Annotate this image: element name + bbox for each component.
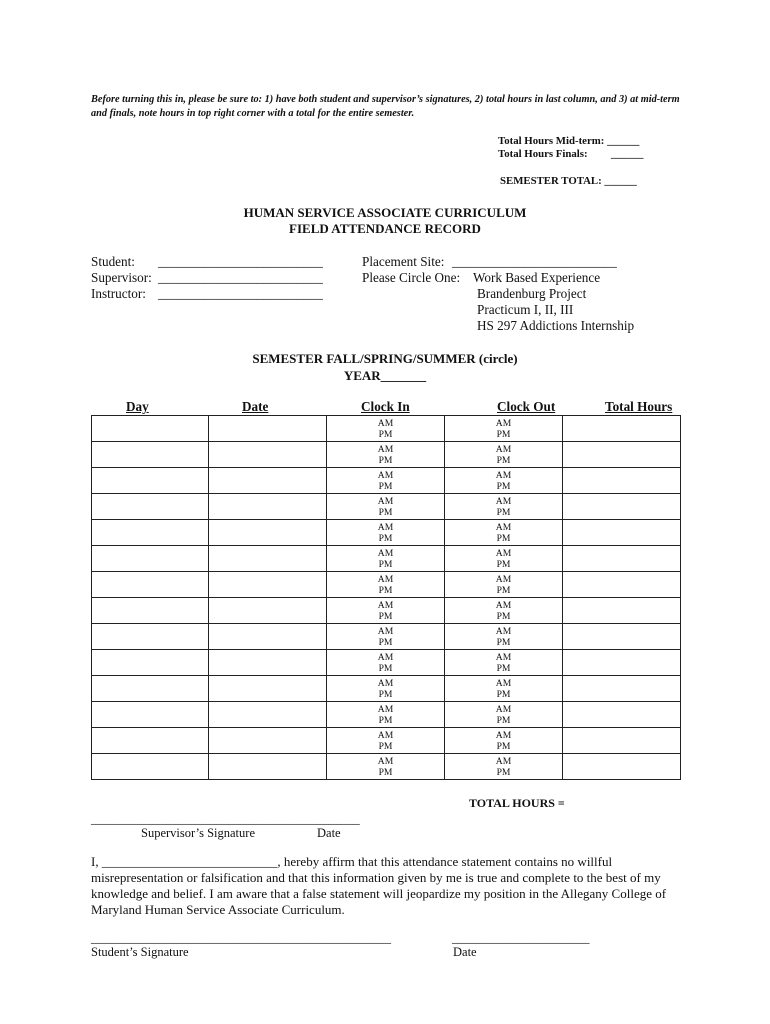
midterm-total: [498, 135, 639, 147]
day-cell[interactable]: [92, 598, 209, 624]
placement-field[interactable]: _________________________: [452, 254, 617, 269]
am-label[interactable]: AM: [377, 625, 394, 637]
clock-in-cell[interactable]: [327, 416, 445, 442]
clock-out-cell[interactable]: [445, 598, 563, 624]
pm-label[interactable]: PM: [496, 636, 511, 648]
clock-in-cell[interactable]: [327, 572, 445, 598]
clock-in-cell[interactable]: [327, 520, 445, 546]
am-label[interactable]: AM: [495, 443, 512, 455]
student-date-line[interactable]: ______________________: [452, 931, 590, 945]
supervisor-label: Supervisor:: [91, 270, 152, 285]
affirmation-statement: I, ___________________________, hereby affirm that this attendance statement contains no willful misrepresentation or falsification and that this information given by me is true and complete to the best of my knowledge and belief. I am aware that a false statement will jeopardize my position in the Allegany College of Maryland Human Service Associate Curriculum.: [91, 854, 667, 917]
total-hours-cell[interactable]: [563, 702, 681, 728]
pm-label[interactable]: PM: [496, 766, 511, 778]
pm-label[interactable]: PM: [378, 480, 393, 492]
student-label: Student:: [91, 254, 135, 269]
day-cell[interactable]: [92, 442, 209, 468]
finals-label: Total Hours Finals:: [498, 148, 588, 160]
total-hours-cell[interactable]: [563, 494, 681, 520]
clock-in-cell[interactable]: [327, 468, 445, 494]
am-label[interactable]: AM: [377, 729, 394, 741]
option-work-based[interactable]: Work Based Experience: [473, 270, 601, 285]
form-title: HUMAN SERVICE ASSOCIATE CURRICULUM: [243, 205, 527, 220]
attendance-table: [91, 415, 681, 780]
clock-in-cell[interactable]: [327, 598, 445, 624]
clock-in-cell[interactable]: [327, 546, 445, 572]
date-cell[interactable]: [209, 442, 327, 468]
pm-label[interactable]: PM: [496, 662, 511, 674]
am-label[interactable]: AM: [495, 651, 512, 663]
am-label[interactable]: AM: [377, 651, 394, 663]
semester-total-label: SEMESTER TOTAL:: [500, 175, 602, 187]
pm-label[interactable]: PM: [496, 584, 511, 596]
pm-label[interactable]: PM: [378, 532, 393, 544]
total-hours-cell[interactable]: [563, 754, 681, 780]
clock-out-cell[interactable]: [445, 728, 563, 754]
am-label[interactable]: AM: [377, 495, 394, 507]
total-hours-label: TOTAL HOURS =: [469, 796, 565, 810]
pm-label[interactable]: PM: [496, 454, 511, 466]
student-signature-line[interactable]: ________________________________________________: [91, 931, 391, 945]
date-cell[interactable]: [209, 650, 327, 676]
clock-out-cell[interactable]: [445, 754, 563, 780]
pm-label[interactable]: PM: [378, 428, 393, 440]
day-cell[interactable]: [92, 520, 209, 546]
semester-total: [500, 175, 637, 187]
clock-out-cell[interactable]: [445, 442, 563, 468]
date-cell[interactable]: [209, 624, 327, 650]
clock-in-cell[interactable]: [327, 650, 445, 676]
table-row: [92, 520, 681, 546]
am-label[interactable]: AM: [495, 755, 512, 767]
day-cell[interactable]: [92, 676, 209, 702]
semester-total-blank[interactable]: ______: [604, 175, 637, 187]
am-label[interactable]: AM: [377, 469, 394, 481]
instructor-label: Instructor:: [91, 286, 146, 301]
semester-line: SEMESTER FALL/SPRING/SUMMER (circle): [252, 351, 518, 366]
table-row: [92, 572, 681, 598]
am-label[interactable]: AM: [495, 703, 512, 715]
am-label[interactable]: AM: [377, 521, 394, 533]
table-row: [92, 546, 681, 572]
day-cell[interactable]: [92, 650, 209, 676]
midterm-label: Total Hours Mid-term:: [498, 135, 605, 147]
am-label[interactable]: AM: [495, 521, 512, 533]
date-cell[interactable]: [209, 520, 327, 546]
day-cell[interactable]: [92, 728, 209, 754]
date-cell[interactable]: [209, 754, 327, 780]
supervisor-date-line[interactable]: _______: [316, 812, 360, 826]
pm-label[interactable]: PM: [378, 636, 393, 648]
finals-blank[interactable]: ______: [611, 148, 644, 160]
total-hours-cell[interactable]: [563, 546, 681, 572]
am-label[interactable]: AM: [495, 677, 512, 689]
finals-total: [498, 148, 643, 160]
student-field[interactable]: _________________________: [158, 254, 323, 269]
am-label[interactable]: AM: [377, 547, 394, 559]
clock-out-cell[interactable]: [445, 416, 563, 442]
pm-label[interactable]: PM: [378, 688, 393, 700]
clock-in-cell[interactable]: [327, 676, 445, 702]
clock-out-cell[interactable]: [445, 572, 563, 598]
total-hours-cell[interactable]: [563, 520, 681, 546]
day-cell[interactable]: [92, 572, 209, 598]
date-cell[interactable]: [209, 468, 327, 494]
student-date-label: Date: [453, 945, 477, 959]
option-practicum[interactable]: Practicum I, II, III: [477, 302, 574, 317]
table-row: [92, 676, 681, 702]
instructions-note: Before turning this in, please be sure to: 1) have both student and supervisor’s signatures, 2) total hours in last column, and 3) at mid-term and finals, note hours in top right corner with a total for the entire semester.: [91, 94, 680, 119]
header-total-hours: Total Hours: [605, 399, 673, 414]
pm-label[interactable]: PM: [496, 740, 511, 752]
date-cell[interactable]: [209, 572, 327, 598]
pm-label[interactable]: PM: [496, 688, 511, 700]
pm-label[interactable]: PM: [496, 506, 511, 518]
supervisor-signature-label: Supervisor’s Signature: [141, 826, 255, 840]
am-label[interactable]: AM: [495, 547, 512, 559]
table-row: [92, 754, 681, 780]
pm-label[interactable]: PM: [378, 610, 393, 622]
day-cell[interactable]: [92, 546, 209, 572]
total-hours-cell[interactable]: [563, 416, 681, 442]
total-hours-cell[interactable]: [563, 572, 681, 598]
header-date: Date: [242, 399, 269, 414]
am-label[interactable]: AM: [495, 599, 512, 611]
supervisor-date-label: Date: [317, 826, 341, 840]
date-cell[interactable]: [209, 494, 327, 520]
circle-one-label: Please Circle One:: [362, 270, 461, 285]
pm-label[interactable]: PM: [496, 480, 511, 492]
header-day: Day: [126, 399, 149, 414]
date-cell[interactable]: [209, 416, 327, 442]
pm-label[interactable]: PM: [378, 558, 393, 570]
pm-label[interactable]: PM: [496, 558, 511, 570]
am-label[interactable]: AM: [495, 625, 512, 637]
date-cell[interactable]: [209, 546, 327, 572]
pm-label[interactable]: PM: [378, 454, 393, 466]
midterm-blank[interactable]: ______: [607, 135, 640, 147]
pm-label[interactable]: PM: [496, 428, 511, 440]
header-clock-out: Clock Out: [497, 399, 556, 414]
header-clock-in: Clock In: [361, 399, 410, 414]
clock-in-cell[interactable]: [327, 702, 445, 728]
total-hours-cell[interactable]: [563, 650, 681, 676]
am-label[interactable]: AM: [377, 599, 394, 611]
table-row: [92, 468, 681, 494]
am-label[interactable]: AM: [377, 755, 394, 767]
clock-in-cell[interactable]: [327, 494, 445, 520]
student-signature-label: Student’s Signature: [91, 945, 189, 959]
day-cell[interactable]: [92, 468, 209, 494]
clock-in-cell[interactable]: [327, 728, 445, 754]
pm-label[interactable]: PM: [378, 662, 393, 674]
table-row: [92, 650, 681, 676]
placement-label: Placement Site:: [362, 254, 445, 269]
pm-label[interactable]: PM: [378, 506, 393, 518]
pm-label[interactable]: PM: [496, 714, 511, 726]
clock-out-cell[interactable]: [445, 702, 563, 728]
day-cell[interactable]: [92, 702, 209, 728]
day-cell[interactable]: [92, 416, 209, 442]
table-row: [92, 598, 681, 624]
total-hours-cell[interactable]: [563, 728, 681, 754]
am-label[interactable]: AM: [495, 729, 512, 741]
clock-out-cell[interactable]: [445, 650, 563, 676]
total-hours-cell[interactable]: [563, 468, 681, 494]
pm-label[interactable]: PM: [496, 532, 511, 544]
clock-out-cell[interactable]: [445, 494, 563, 520]
date-cell[interactable]: [209, 676, 327, 702]
table-row: [92, 416, 681, 442]
clock-out-cell[interactable]: [445, 468, 563, 494]
supervisor-signature-line[interactable]: ____________________________________: [91, 812, 316, 826]
clock-out-cell[interactable]: [445, 546, 563, 572]
am-label[interactable]: AM: [377, 677, 394, 689]
form-subtitle: FIELD ATTENDANCE RECORD: [289, 221, 481, 236]
total-hours-cell[interactable]: [563, 442, 681, 468]
date-cell[interactable]: [209, 728, 327, 754]
am-label[interactable]: AM: [377, 703, 394, 715]
clock-out-cell[interactable]: [445, 624, 563, 650]
am-label[interactable]: AM: [377, 443, 394, 455]
instructor-field[interactable]: _________________________: [158, 286, 323, 301]
am-label[interactable]: AM: [495, 417, 512, 429]
pm-label[interactable]: PM: [378, 740, 393, 752]
day-cell[interactable]: [92, 494, 209, 520]
option-hs297[interactable]: HS 297 Addictions Internship: [477, 318, 635, 333]
am-label[interactable]: AM: [495, 573, 512, 585]
table-row: [92, 494, 681, 520]
clock-in-cell[interactable]: [327, 754, 445, 780]
clock-out-cell[interactable]: [445, 520, 563, 546]
am-label[interactable]: AM: [495, 495, 512, 507]
pm-label[interactable]: PM: [378, 584, 393, 596]
pm-label[interactable]: PM: [378, 714, 393, 726]
pm-label[interactable]: PM: [496, 610, 511, 622]
day-cell[interactable]: [92, 624, 209, 650]
option-brandenburg[interactable]: Brandenburg Project: [477, 286, 587, 301]
clock-in-cell[interactable]: [327, 442, 445, 468]
date-cell[interactable]: [209, 702, 327, 728]
table-row: [92, 624, 681, 650]
clock-in-cell[interactable]: [327, 624, 445, 650]
total-hours-cell[interactable]: [563, 624, 681, 650]
pm-label[interactable]: PM: [378, 766, 393, 778]
year-line[interactable]: YEAR_______: [343, 368, 427, 383]
am-label[interactable]: AM: [377, 573, 394, 585]
am-label[interactable]: AM: [495, 469, 512, 481]
clock-out-cell[interactable]: [445, 676, 563, 702]
table-row: [92, 702, 681, 728]
date-cell[interactable]: [209, 598, 327, 624]
am-label[interactable]: AM: [377, 417, 394, 429]
table-row: [92, 728, 681, 754]
supervisor-field[interactable]: _________________________: [158, 270, 323, 285]
table-row: [92, 442, 681, 468]
total-hours-cell[interactable]: [563, 598, 681, 624]
total-hours-cell[interactable]: [563, 676, 681, 702]
day-cell[interactable]: [92, 754, 209, 780]
